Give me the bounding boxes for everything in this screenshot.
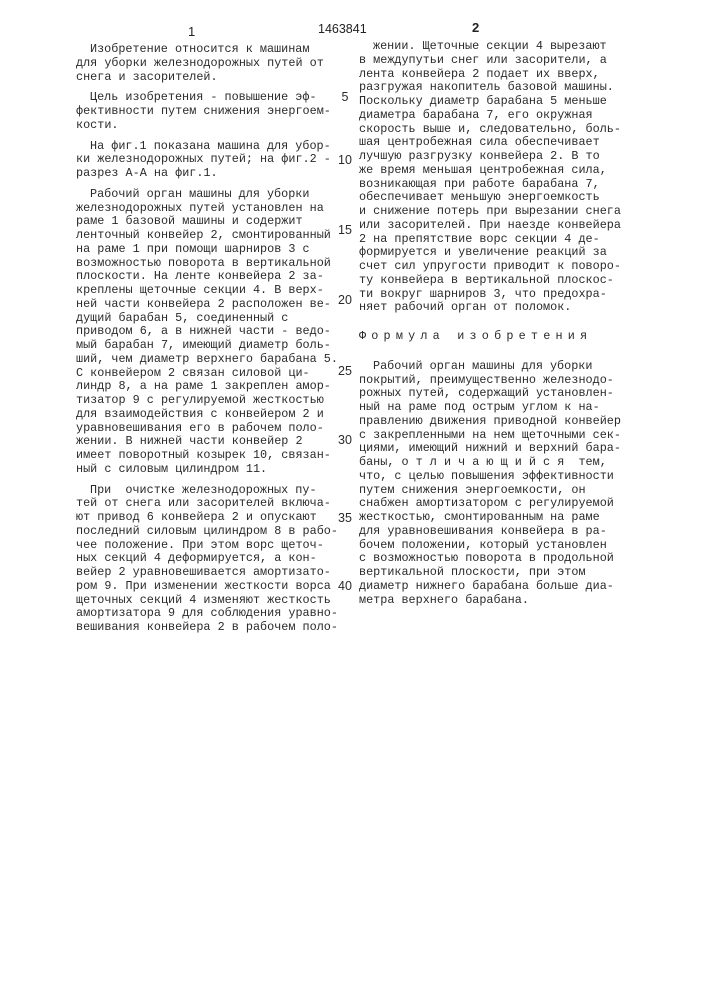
text-line: баны, о т л и ч а ю щ и й с я тем,	[359, 456, 644, 470]
text-line: с закрепленными на нем щеточными сек-	[359, 429, 644, 443]
line-number: 30	[333, 433, 357, 447]
text-line: что, с целью повышения эффективности	[359, 470, 644, 484]
line-number: 25	[333, 364, 357, 378]
text-line: Рабочий орган машины для уборки	[359, 360, 644, 374]
paragraph	[359, 360, 644, 608]
text-line: кости.	[76, 119, 361, 133]
line-number: 40	[333, 579, 357, 593]
text-line: Рабочий орган машины для уборки	[76, 188, 361, 202]
text-line: с возможностью поворота в продольной	[359, 552, 644, 566]
claims-heading	[359, 330, 644, 344]
text-line: вертикальной плоскости, при этом	[359, 566, 644, 580]
text-line: вешивания конвейера 2 в рабочем поло-	[76, 621, 361, 635]
paragraph	[76, 140, 361, 181]
text-line: жесткостью, смонтированным на раме	[359, 511, 644, 525]
text-line: формируется и увеличение реакций за	[359, 246, 644, 260]
text-line: железнодорожных путей установлен на	[76, 202, 361, 216]
text-line: ший, чем диаметр верхнего барабана 5.	[76, 353, 361, 367]
text-line: и снижение потерь при вырезании снега	[359, 205, 644, 219]
line-number: 15	[333, 223, 357, 237]
text-line: тизатор 9 с регулируемой жесткостью	[76, 394, 361, 408]
text-line: раме 1 базовой машины и содержит	[76, 215, 361, 229]
patent-number: 1463841	[318, 22, 367, 36]
text-line: ных секций 4 деформируется, а кон-	[76, 552, 361, 566]
description-continued	[359, 40, 644, 315]
text-line: возможностью поворота в вертикальной	[76, 257, 361, 271]
page-number-right: 2	[472, 20, 479, 35]
text-line: плоскости. На ленте конвейера 2 за-	[76, 270, 361, 284]
paragraph	[359, 40, 644, 315]
text-line: для уборки железнодорожных путей от	[76, 57, 361, 71]
text-line: жении. Щеточные секции 4 вырезают	[359, 40, 644, 54]
paragraph	[76, 188, 361, 477]
line-number: 10	[333, 153, 357, 167]
claims-body	[359, 360, 644, 608]
text-line: Поскольку диаметр барабана 5 меньше	[359, 95, 644, 109]
text-line: На фиг.1 показана машина для убор-	[76, 140, 361, 154]
left-column	[76, 43, 361, 642]
text-line: ный с силовым цилиндром 11.	[76, 463, 361, 477]
claims-heading-text: Формула изобретения	[359, 330, 644, 344]
text-line: дущий барабан 5, соединенный с	[76, 312, 361, 326]
text-line: лучшую разгрузку конвейера 2. В то	[359, 150, 644, 164]
text-line: ный на раме под острым углом к на-	[359, 401, 644, 415]
text-line: диаметр нижнего барабана больше диа-	[359, 580, 644, 594]
text-line: мый барабан 7, имеющий диаметр боль-	[76, 339, 361, 353]
paragraph	[76, 43, 361, 84]
text-line: Цель изобретения - повышение эф-	[76, 91, 361, 105]
text-line: фективности путем снижения энергоем-	[76, 105, 361, 119]
text-line: покрытий, преимущественно железнодо-	[359, 374, 644, 388]
text-line: ти вокруг шарниров 3, что предохра-	[359, 288, 644, 302]
text-line: метра верхнего барабана.	[359, 594, 644, 608]
text-line: рожных путей, содержащий установлен-	[359, 387, 644, 401]
text-line: шая центробежная сила обеспечивает	[359, 136, 644, 150]
text-line: линдр 8, а на раме 1 закреплен амор-	[76, 380, 361, 394]
text-line: разгружая накопитель базовой машины.	[359, 81, 644, 95]
text-line: для взаимодействия с конвейером 2 и	[76, 408, 361, 422]
text-line: на раме 1 при помощи шарниров 3 с	[76, 243, 361, 257]
text-line: возникающая при работе барабана 7,	[359, 178, 644, 192]
text-line: или засорителей. При наезде конвейера	[359, 219, 644, 233]
text-line: ют привод 6 конвейера 2 и опускают	[76, 511, 361, 525]
text-line: приводом 6, а в нижней части - ведо-	[76, 325, 361, 339]
text-line: в междупутьи снег или засорители, а	[359, 54, 644, 68]
text-line: При очистке железнодорожных пу-	[76, 484, 361, 498]
text-line: чее положение. При этом ворс щеточ-	[76, 539, 361, 553]
paragraph	[76, 484, 361, 635]
text-line: Изобретение относится к машинам	[76, 43, 361, 57]
text-line: бочем положении, который установлен	[359, 539, 644, 553]
text-line: имеет поворотный козырек 10, связан-	[76, 449, 361, 463]
text-line: няет рабочий орган от поломок.	[359, 301, 644, 315]
text-line: последний силовым цилиндром 8 в рабо-	[76, 525, 361, 539]
text-line: снабжен амортизатором с регулируемой	[359, 497, 644, 511]
text-line: же время меньшая центробежная сила,	[359, 164, 644, 178]
text-line: счет сил упругости приводит к поворо-	[359, 260, 644, 274]
text-line: ту конвейера в вертикальной плоскос-	[359, 274, 644, 288]
line-number: 35	[333, 511, 357, 525]
text-line: диаметра барабана 7, его окружная	[359, 109, 644, 123]
text-line: обеспечивает меньшую энергоемкость	[359, 191, 644, 205]
text-line: правлению движения приводной конвейер	[359, 415, 644, 429]
right-column	[359, 40, 644, 614]
text-line: для уравновешивания конвейера в ра-	[359, 525, 644, 539]
text-line: С конвейером 2 связан силовой ци-	[76, 367, 361, 381]
text-line: ленточный конвейер 2, смонтированный	[76, 229, 361, 243]
text-line: снега и засорителей.	[76, 71, 361, 85]
page-number-left: 1	[188, 24, 195, 39]
text-line: жении. В нижней части конвейер 2	[76, 435, 361, 449]
text-line: креплены щеточные секции 4. В верх-	[76, 284, 361, 298]
text-line: скорость выше и, следовательно, боль-	[359, 123, 644, 137]
text-line: путем снижения энергоемкости, он	[359, 484, 644, 498]
text-line: вейер 2 уравновешивается амортизато-	[76, 566, 361, 580]
text-line: лента конвейера 2 подает их вверх,	[359, 68, 644, 82]
text-line: циями, имеющий нижний и верхний бара-	[359, 442, 644, 456]
text-line: ром 9. При изменении жесткости ворса	[76, 580, 361, 594]
paragraph	[76, 91, 361, 132]
text-line: разрез А-А на фиг.1.	[76, 167, 361, 181]
text-line: ки железнодорожных путей; на фиг.2 -	[76, 153, 361, 167]
text-line: тей от снега или засорителей включа-	[76, 497, 361, 511]
text-line: ней части конвейера 2 расположен ве-	[76, 298, 361, 312]
line-number: 20	[333, 293, 357, 307]
text-line: 2 на препятствие ворс секции 4 де-	[359, 233, 644, 247]
text-line: щеточных секций 4 изменяют жесткость	[76, 594, 361, 608]
line-number: 5	[333, 90, 357, 104]
text-line: амортизатора 9 для соблюдения уравно-	[76, 607, 361, 621]
text-line: уравновешивания его в рабочем поло-	[76, 422, 361, 436]
